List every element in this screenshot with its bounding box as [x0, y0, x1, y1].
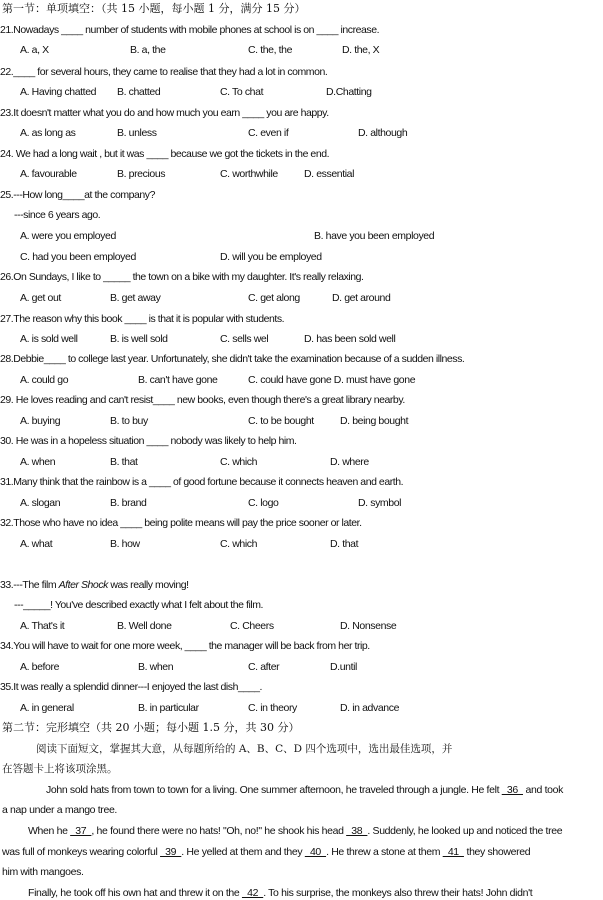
passage-text: John sold hats from town to town for a living. One summer afternoon, he traveled through a jungle. He felt — [46, 784, 502, 796]
q24-option-b[interactable]: B. precious — [117, 168, 166, 180]
question-28-stem: 28.Debbie____ to college last year. Unfortunately, she didn't take the examination because of a sudden illness. — [0, 353, 465, 365]
passage-line — [2, 845, 559, 859]
q26-option-a[interactable]: A. get out — [20, 292, 61, 304]
q28-option-cd[interactable]: C. could have gone D. must have gone — [248, 374, 416, 386]
passage-text: a nap under a mango tree. — [2, 804, 118, 816]
q25-option-b[interactable]: B. have you been employed — [314, 230, 435, 242]
passage-line — [28, 824, 585, 838]
q25-option-c[interactable]: C. had you been employed — [20, 251, 136, 263]
q26-option-c[interactable]: C. get along — [248, 292, 300, 304]
blank-42[interactable]: 42 — [241, 887, 264, 899]
passage-line — [46, 783, 603, 797]
passage-line — [28, 886, 585, 900]
q28-option-a[interactable]: A. could go — [20, 374, 69, 386]
q30-option-a[interactable]: A. when — [20, 456, 56, 468]
passage-text: . To his surprise, the monkeys also threw their hats! John didn't — [263, 887, 533, 899]
cloze-instruction-line1: 阅读下面短文，掌握其大意，从每题所给的 A、B、C、D 四个选项中，选出最佳选项，并 — [36, 743, 453, 755]
q34-option-c[interactable]: C. after — [248, 661, 280, 673]
film-title: After Shock — [58, 579, 108, 591]
passage-text: , he found there were no hats! "Oh, no!" he shook his head — [91, 825, 347, 837]
q33-option-b[interactable]: B. Well done — [117, 620, 172, 632]
q21-option-c[interactable]: C. the, the — [248, 44, 293, 56]
q33-stem-start: 33.---The film — [0, 579, 59, 591]
question-21-stem: 21.Nowadays ____ number of students with mobile phones at school is on ____ increase. — [0, 24, 380, 36]
q24-option-d[interactable]: D. essential — [304, 168, 355, 180]
q35-option-a[interactable]: A. in general — [20, 702, 74, 714]
question-23-stem: 23.It doesn't matter what you do and how much you earn ____ you are happy. — [0, 107, 329, 119]
q34-option-b[interactable]: B. when — [138, 661, 174, 673]
q29-option-c[interactable]: C. to be bought — [248, 415, 314, 427]
cloze-instruction-line2: 在答题卡上将该项涂黑。 — [2, 763, 118, 775]
blank-38[interactable]: 38 — [346, 825, 368, 837]
q23-option-d[interactable]: D. although — [358, 127, 408, 139]
q26-option-d[interactable]: D. get around — [332, 292, 391, 304]
q29-option-b[interactable]: B. to buy — [110, 415, 148, 427]
q21-option-a[interactable]: A. a, X — [20, 44, 49, 56]
passage-text: . He yelled at them and they — [181, 846, 305, 858]
section2-header: 第二节：完形填空（共 20 小题；每小题 1.5 分，共 30 分） — [2, 721, 300, 734]
question-30-stem: 30. He was in a hopeless situation ____ nobody was likely to help him. — [0, 435, 297, 447]
q27-option-c[interactable]: C. sells wel — [220, 333, 269, 345]
q29-option-a[interactable]: A. buying — [20, 415, 61, 427]
question-25-stem: 25.---How long____at the company? — [0, 189, 156, 201]
q30-option-b[interactable]: B. that — [110, 456, 138, 468]
q26-option-b[interactable]: B. get away — [110, 292, 161, 304]
blank-36[interactable]: 36 — [501, 784, 523, 796]
q22-option-a[interactable]: A. Having chatted — [20, 86, 97, 98]
question-33-stem — [0, 578, 189, 592]
blank-40[interactable]: 40 — [304, 846, 327, 858]
passage-text: they showered — [463, 846, 531, 858]
q33-stem-end: was really moving! — [107, 579, 189, 591]
passage-text: . Suddenly, he looked up and noticed the tree — [367, 825, 563, 837]
question-26-stem: 26.On Sundays, I like to _____ the town on a bike with my daughter. It's really relaxing. — [0, 271, 364, 283]
q33-option-a[interactable]: A. That's it — [20, 620, 65, 632]
question-32-stem: 32.Those who have no idea ____ being polite means will pay the price sooner or later. — [0, 517, 362, 529]
q33-option-d[interactable]: D. Nonsense — [340, 620, 397, 632]
q27-option-a[interactable]: A. is sold well — [20, 333, 78, 345]
q23-option-b[interactable]: B. unless — [117, 127, 157, 139]
passage-text: and took — [522, 784, 564, 796]
question-34-stem: 34.You will have to wait for one more week, ____ the manager will be back from her trip. — [0, 640, 370, 652]
q21-option-d[interactable]: D. the, X — [342, 44, 380, 56]
q35-option-d[interactable]: D. in advance — [340, 702, 400, 714]
q31-option-a[interactable]: A. slogan — [20, 497, 61, 509]
passage-text: Finally, he took off his own hat and threw it on the — [28, 887, 242, 899]
passage-text: him with mangoes. — [2, 866, 84, 878]
blank-39[interactable]: 39 — [160, 846, 182, 858]
q23-option-c[interactable]: C. even if — [248, 127, 289, 139]
q22-option-c[interactable]: C. To chat — [220, 86, 264, 98]
q24-option-c[interactable]: C. worthwhile — [220, 168, 278, 180]
question-27-stem: 27.The reason why this book ____ is that it is popular with students. — [0, 313, 285, 325]
q35-option-b[interactable]: B. in particular — [138, 702, 199, 714]
q35-option-c[interactable]: C. in theory — [248, 702, 297, 714]
question-33-reply: ---_____! You've described exactly what I felt about the film. — [14, 599, 264, 611]
q32-option-c[interactable]: C. which — [220, 538, 258, 550]
q29-option-d[interactable]: D. being bought — [340, 415, 409, 427]
q30-option-c[interactable]: C. which — [220, 456, 258, 468]
question-35-stem: 35.It was really a splendid dinner---I enjoyed the last dish____. — [0, 681, 263, 693]
q34-option-d[interactable]: D.until — [330, 661, 357, 673]
section1-header: 第一节：单项填空：（共 15 小题，每小题 1 分，满分 15 分） — [2, 2, 306, 15]
passage-line — [2, 865, 559, 879]
q30-option-d[interactable]: D. where — [330, 456, 369, 468]
q32-option-a[interactable]: A. what — [20, 538, 53, 550]
q31-option-c[interactable]: C. logo — [248, 497, 279, 509]
passage-line — [2, 803, 559, 817]
question-22-stem: 22.____ for several hours, they came to realise that they had a lot in common. — [0, 66, 328, 78]
question-31-stem: 31.Many think that the rainbow is a ____ of good fortune because it connects heaven and earth. — [0, 476, 404, 488]
q24-option-a[interactable]: A. favourable — [20, 168, 77, 180]
q33-option-c[interactable]: C. Cheers — [230, 620, 274, 632]
question-24-stem: 24. We had a long wait , but it was ____ because we got the tickets in the end. — [0, 148, 330, 160]
q31-option-b[interactable]: B. brand — [110, 497, 147, 509]
question-25-reply: ---since 6 years ago. — [14, 209, 101, 221]
q22-option-b[interactable]: B. chatted — [117, 86, 161, 98]
q31-option-d[interactable]: D. symbol — [358, 497, 402, 509]
q25-option-d[interactable]: D. will you be employed — [220, 251, 322, 263]
blank-41[interactable]: 41 — [442, 846, 464, 858]
blank-37[interactable]: 37 — [70, 825, 92, 837]
q27-option-b[interactable]: B. is well sold — [110, 333, 168, 345]
q32-option-d[interactable]: D. that — [330, 538, 359, 550]
question-29-stem: 29. He loves reading and can't resist____ new books, even though there's a great library nearby. — [0, 394, 405, 406]
q28-option-b[interactable]: B. can't have gone — [138, 374, 218, 386]
passage-text: . He threw a stone at them — [326, 846, 443, 858]
q27-option-d[interactable]: D. has been sold well — [304, 333, 396, 345]
q32-option-b[interactable]: B. how — [110, 538, 140, 550]
q21-option-b[interactable]: B. a, the — [130, 44, 166, 56]
q25-option-a[interactable]: A. were you employed — [20, 230, 116, 242]
q23-option-a[interactable]: A. as long as — [20, 127, 76, 139]
passage-text: When he — [28, 825, 71, 837]
q34-option-a[interactable]: A. before — [20, 661, 60, 673]
q22-option-d[interactable]: D.Chatting — [326, 86, 372, 98]
passage-text: was full of monkeys wearing colorful — [2, 846, 161, 858]
